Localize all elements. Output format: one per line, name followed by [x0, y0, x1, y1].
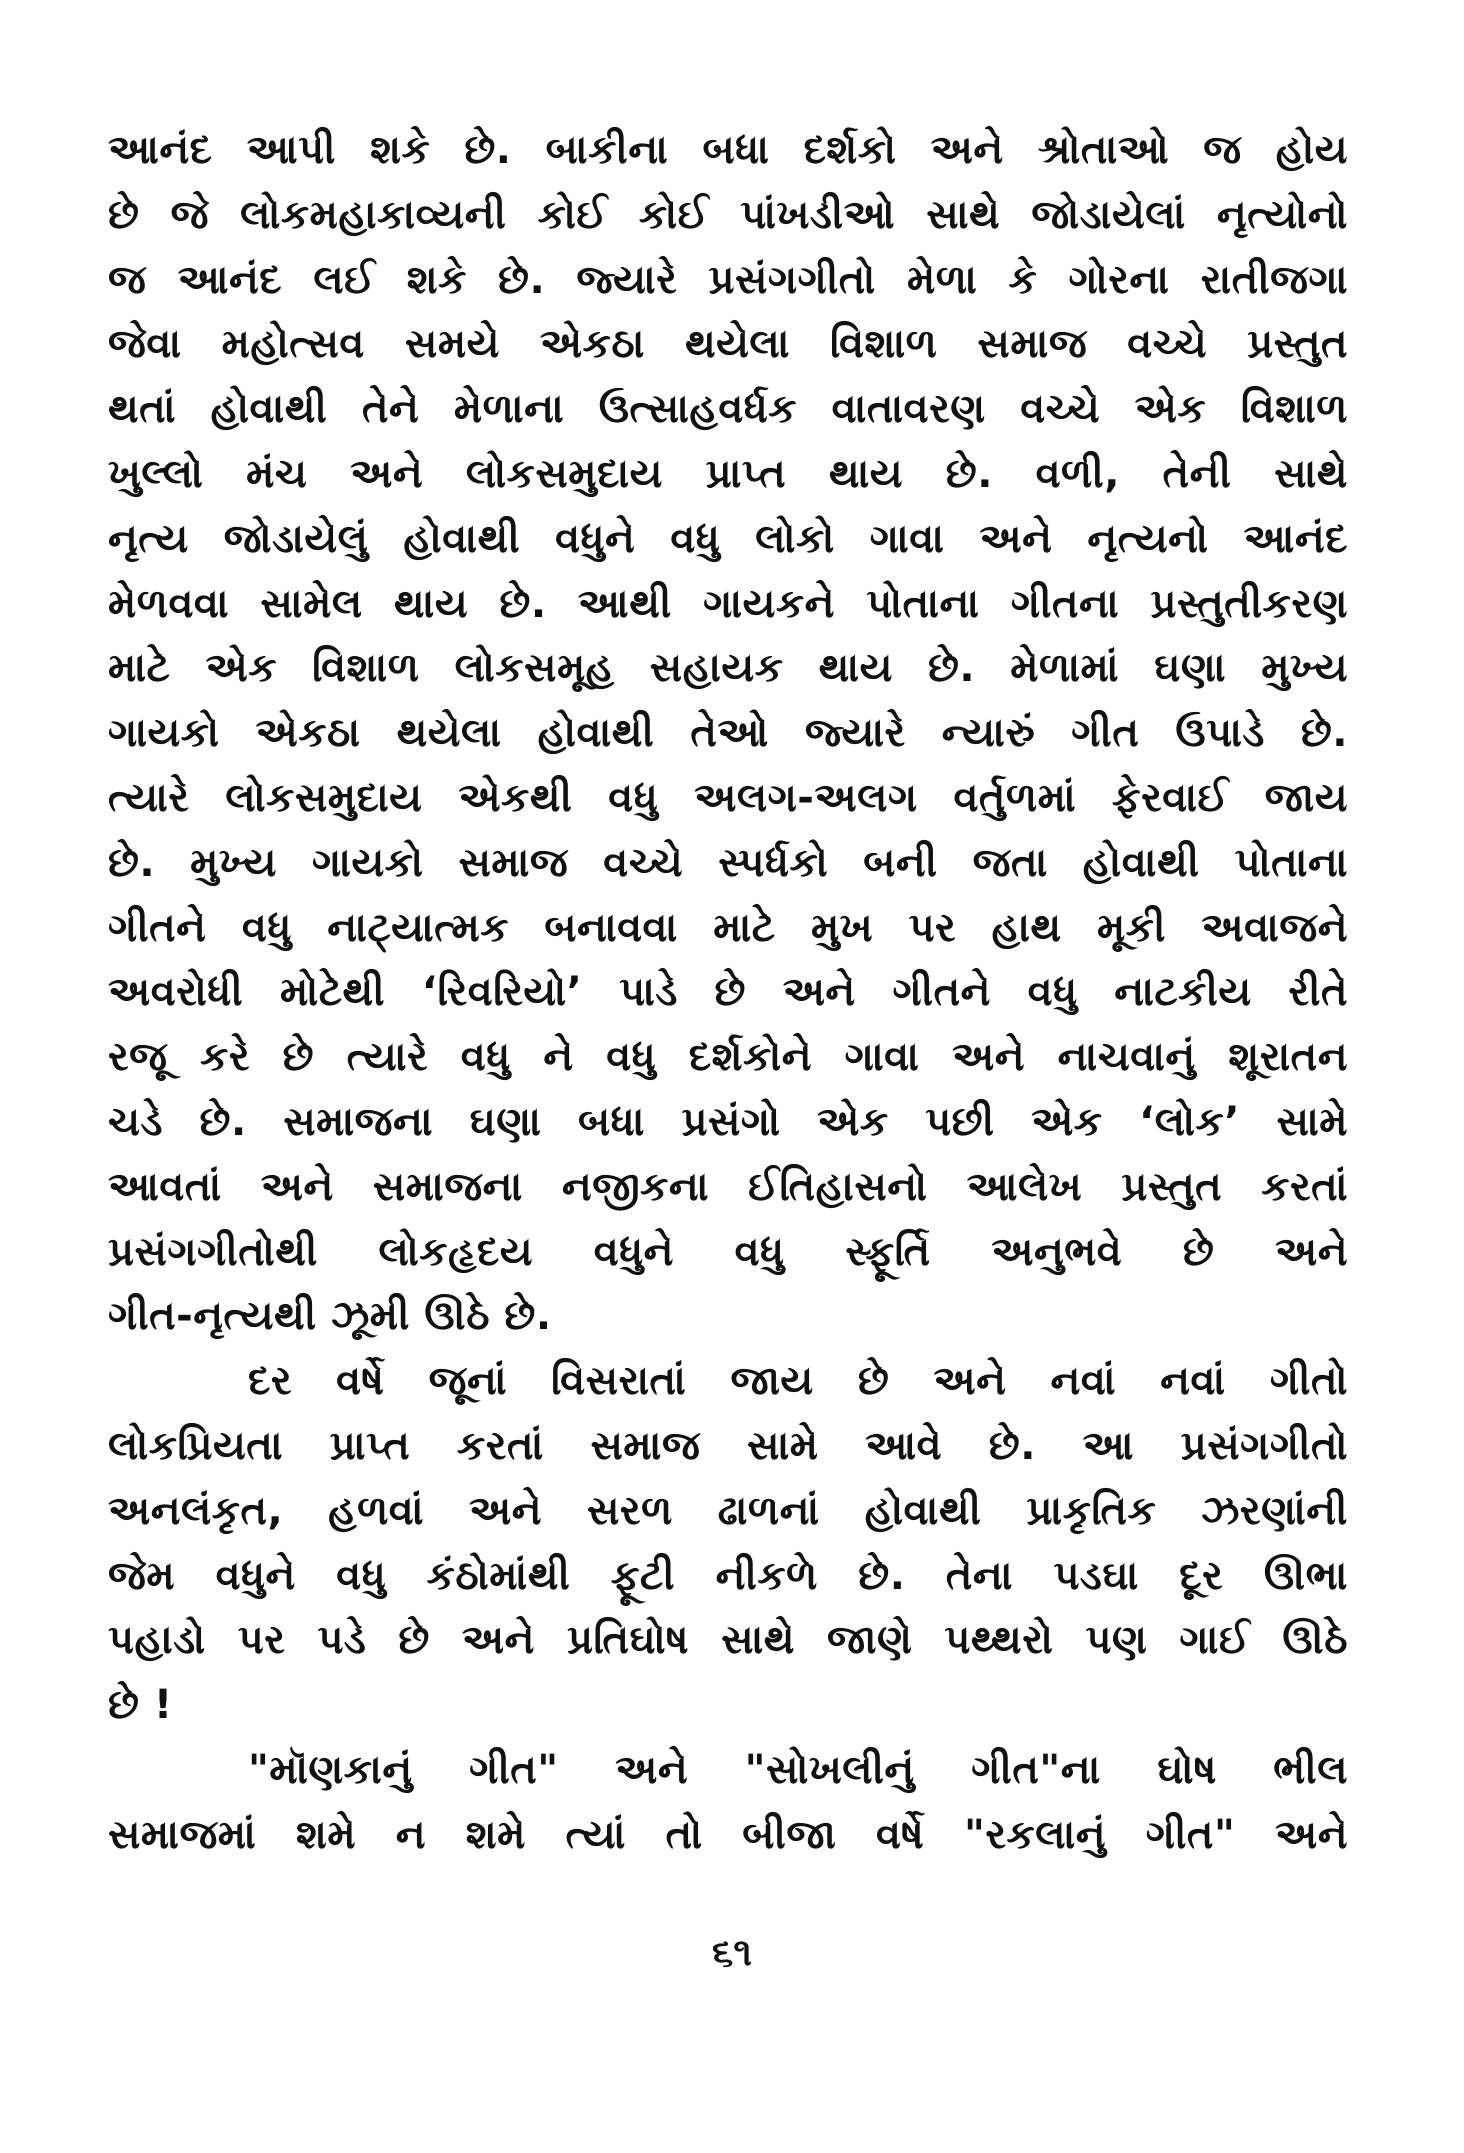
text-line: નૃત્ય જોડાયેલું હોવાથી વધુને વધુ લોકો ગાવા અને નૃત્યનો આનંદ	[108, 515, 1348, 562]
text-line: ખુલ્લો મંચ અને લોકસમુદાય પ્રાપ્ત થાય છે. વળી, તેની સાથે	[108, 450, 1348, 497]
text-line: રજૂ કરે છે ત્યારે વધુ ને વધુ દર્શકોને ગાવા અને નાચવાનું શૂરાતન	[108, 1034, 1348, 1081]
text-line: આવતાં અને સમાજના નજીકના ઈતિહાસનો આલેખ પ્રસ્તુત કરતાં	[108, 1163, 1348, 1210]
text-line: ચડે છે. સમાજના ઘણા બધા પ્રસંગો એક પછી એક ‘લોક’ સામે	[108, 1098, 1348, 1145]
text-line: માટે એક વિશાળ લોકસમૂહ સહાયક થાય છે. મેળામાં ઘણા મુખ્ય	[108, 645, 1348, 692]
body-text	[108, 118, 1348, 1868]
text-line: છે !	[108, 1682, 173, 1729]
text-line: "મૉણકાનું ગીત" અને "સોખલીનું ગીત"ના ઘોષ ભીલ	[248, 1746, 1348, 1793]
text-line: મેળવવા સામેલ થાય છે. આથી ગાયકને પોતાના ગીતના પ્રસ્તુતીકરણ	[108, 580, 1348, 627]
text-line: જેવા મહોત્સવ સમયે એકઠા થયેલા વિશાળ સમાજ વચ્ચે પ્રસ્તુત	[108, 321, 1348, 368]
text-line: છે. મુખ્ય ગાયકો સમાજ વચ્ચે સ્પર્ધકો બની જતા હોવાથી પોતાના	[108, 839, 1348, 886]
text-line: છે જે લોકમહાકાવ્યની કોઈ કોઈ પાંખડીઓ સાથે જોડાયેલાં નૃત્યોનો	[108, 191, 1348, 238]
page-number: ૬૧	[712, 1930, 752, 1974]
text-line: જેમ વધુને વધુ કંઠોમાંથી ફૂટી નીકળે છે. તેના પડઘા દૂર ઊભા	[108, 1552, 1348, 1599]
text-line: લોકપ્રિયતા પ્રાપ્ત કરતાં સમાજ સામે આવે છે. આ પ્રસંગગીતો	[108, 1422, 1348, 1469]
text-line: ગીત-નૃત્યથી ઝૂમી ઊઠે છે.	[108, 1293, 552, 1340]
text-line: ત્યારે લોકસમુદાય એકથી વધુ અલગ-અલગ વર્તુળમાં ફેરવાઈ જાય	[108, 774, 1348, 821]
text-line: અવરોધી મોટેથી ‘રિવરિયો’ પાડે છે અને ગીતને વધુ નાટકીય રીતે	[108, 969, 1348, 1016]
text-line: આનંદ આપી શકે છે. બાકીના બધા દર્શકો અને શ્રોતાઓ જ હોય	[108, 127, 1348, 173]
text-line: પહાડો પર પડે છે અને પ્રતિઘોષ સાથે જાણે પથ્થરો પણ ગાઈ ઊઠે	[108, 1617, 1348, 1664]
text-line: જ આનંદ લઈ શકે છે. જ્યારે પ્રસંગગીતો મેળા કે ગોરના રાતીજગા	[108, 256, 1348, 303]
paragraph-3	[108, 1738, 1348, 1868]
text-line: પ્રસંગગીતોથી લોકહૃદય વધુને વધુ સ્ફૂર્તિ અનુભવે છે અને	[108, 1228, 1348, 1275]
paragraph-2	[108, 1349, 1348, 1738]
text-line: દર વર્ષે જૂનાં વિસરાતાં જાય છે અને નવાં નવાં ગીતો	[248, 1358, 1348, 1405]
paragraph-1	[108, 118, 1348, 1349]
text-line: થતાં હોવાથી તેને મેળાના ઉત્સાહવર્ધક વાતાવરણ વચ્ચે એક વિશાળ	[108, 386, 1348, 433]
text-line: ગાયકો એકઠા થયેલા હોવાથી તેઓ જ્યારે ન્યારું ગીત ઉપાડે છે.	[108, 710, 1348, 757]
text-line: ગીતને વધુ નાટ્યાત્મક બનાવવા માટે મુખ પર હાથ મૂકી અવાજને	[108, 904, 1348, 951]
text-line: સમાજમાં શમે ન શમે ત્યાં તો બીજા વર્ષે "રકલાનું ગીત" અને	[108, 1811, 1348, 1858]
text-line: અનલંકૃત, હળવાં અને સરળ ઢાળનાં હોવાથી પ્રાકૃતિક ઝરણાંની	[108, 1487, 1348, 1534]
